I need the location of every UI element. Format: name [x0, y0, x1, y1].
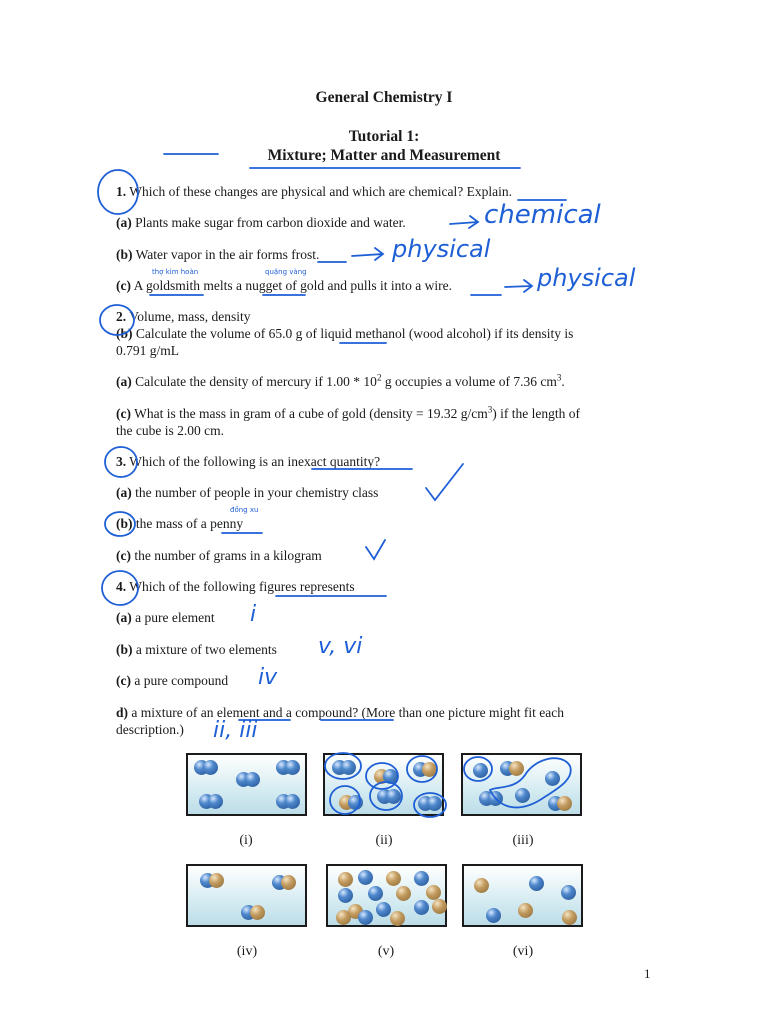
caption-ii: (ii) — [375, 833, 393, 848]
q2-b-line2: 0.791 g/mL — [116, 343, 179, 358]
q3-b: (b) the mass of a penny — [116, 516, 244, 531]
q1-a: (a) Plants make sugar from carbon dioxide and water. — [116, 215, 406, 230]
q4-d-line1: d) a mixture of an element and a compound? (More than one picture might fit each — [116, 705, 564, 720]
arrow-q1c-icon — [505, 280, 532, 292]
circle-q2-mark — [100, 305, 134, 335]
q2-b-line1: (b) Calculate the volume of 65.0 g of liquid methanol (wood alcohol) if its density is — [116, 326, 574, 341]
q2-prompt: 2. Volume, mass, density — [116, 309, 251, 324]
checkmark-q3a-icon — [426, 464, 463, 500]
q3-a: (a) the number of people in your chemistry class — [116, 485, 379, 500]
circle-q4-mark — [102, 571, 138, 605]
caption-vi: (vi) — [512, 944, 534, 959]
checkmark-q3c-icon — [366, 540, 385, 559]
q3-c: (c) the number of grams in a kilogram — [116, 548, 322, 563]
tutorial-title: Tutorial 1: — [348, 128, 420, 145]
handwritten-note-goldsmith: thợ kim hoàn — [152, 268, 199, 276]
handwritten-answer-q4b: v, vi — [318, 634, 363, 659]
q2-c-line2: the cube is 2.00 cm. — [116, 423, 224, 438]
q1-c: (c) A goldsmith melts a nugget of gold and pulls it into a wire. — [116, 278, 452, 293]
handwritten-answer-q4d: ii, iii — [213, 718, 258, 743]
handwritten-note-nugget: quặng vàng — [265, 268, 307, 276]
handwritten-answer-q1a: chemical — [484, 200, 601, 230]
caption-iii: (iii) — [512, 833, 534, 848]
q4-d-line2: description.) — [116, 722, 184, 737]
handwritten-answer-q4c: iv — [258, 665, 278, 690]
circle-q3b-mark — [105, 512, 135, 536]
q4-b: (b) a mixture of two elements — [116, 642, 277, 657]
caption-iv: (iv) — [236, 944, 258, 959]
q1-prompt: 1. Which of these changes are physical and which are chemical? Explain. — [116, 184, 512, 199]
handwritten-answer-q1b: physical — [392, 235, 491, 263]
arrow-q1a-icon — [450, 216, 478, 228]
page-number: 1 — [644, 966, 651, 981]
handwritten-answer-q4a: i — [250, 602, 257, 627]
q1-b: (b) Water vapor in the air forms frost. — [116, 247, 320, 262]
caption-v: (v) — [377, 944, 395, 959]
topic-title: Mixture; Matter and Measurement — [267, 147, 501, 164]
q4-prompt: 4. Which of the following figures represents — [116, 579, 355, 594]
handwritten-note-penny: đồng xu — [230, 506, 259, 514]
arrow-q1b-icon — [352, 248, 383, 260]
q4-c: (c) a pure compound — [116, 673, 229, 688]
course-title: General Chemistry I — [315, 89, 453, 106]
caption-i: (i) — [239, 833, 253, 848]
circle-q1-mark — [98, 170, 138, 214]
q3-prompt: 3. Which of the following is an inexact quantity? — [116, 454, 381, 469]
q4-a: (a) a pure element — [116, 610, 215, 625]
handwritten-answer-q1c: physical — [537, 264, 636, 292]
q2-c-line1: (c) What is the mass in gram of a cube of gold (density = 19.32 $g/cm^3$) if the length of — [116, 404, 581, 421]
q2-a: (a) Calculate the density of mercury if $1.00 * 10^2$ g occupies a volume of 7.36 $cm^3$. — [116, 372, 565, 389]
circle-q3-mark — [105, 447, 137, 477]
